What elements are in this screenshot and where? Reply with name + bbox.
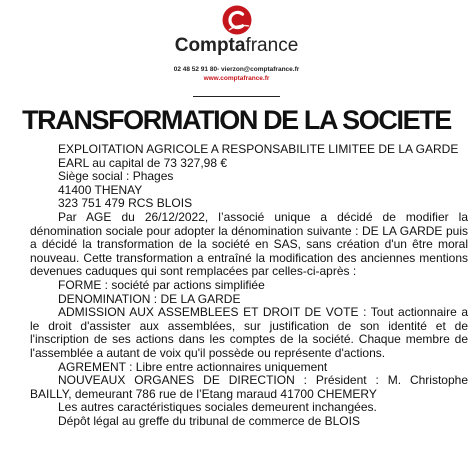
- company-capital: EARL au capital de 73 327,98 €: [58, 155, 228, 170]
- denomination-line: DENOMINATION : DE LA GARDE: [58, 291, 241, 306]
- admission-paragraph: ADMISSION AUX ASSEMBLEES ET DROIT DE VOTE : Tout actionnaire a le droit d'assister aux assemblées, sur justification de son identité et de l'inscription de ses actions dans les comptes de la société. Chaque membre de l'assemblée a autant de voix qu'il possède ou représente d'actions.: [30, 305, 468, 360]
- depot-legal-line: Dépôt légal au greffe du tribunal de commerce de BLOIS: [58, 413, 360, 428]
- organes-paragraph: NOUVEAUX ORGANES DE DIRECTION : Président : M. Christophe BAILLY, demeurant 786 rue de l’Etang maraud 41700 CHEMERY: [30, 373, 468, 401]
- company-name: EXPLOITATION AGRICOLE A RESPONSABILITE LIMITEE DE LA GARDE: [58, 142, 459, 156]
- brand-name-bold: Compta: [174, 35, 246, 56]
- autres-caracteristiques-line: Les autres caractéristiques sociales demeurent inchangées.: [58, 400, 377, 415]
- compta-c-logo-icon: [222, 5, 252, 35]
- rcs-number: 323 751 479 RCS BLOIS: [58, 196, 193, 211]
- brand-name: [0, 35, 473, 57]
- header-divider: [193, 96, 280, 97]
- brand-name-light: france: [245, 35, 299, 56]
- registered-office: Siège social : Phages: [58, 169, 174, 184]
- agrement-line: AGREMENT : Libre entre actionnaires uniquement: [58, 359, 328, 374]
- notice-body: [30, 143, 468, 428]
- age-paragraph: Par AGE du 26/12/2022, l’associé unique a décidé de modifier la dénomination sociale pour adopter la dénomination suivante : DE LA GARDE puis a décidé la transformation de la société en SAS, sans création d'un être moral nouveau. Cette transformation a entraîné la modification des anciennes mentions devenues caduques qui sont remplacées par celles-ci-après :: [30, 209, 468, 279]
- website-line: www.comptafrance.fr: [203, 75, 270, 82]
- postal-code-city: 41400 THENAY: [58, 182, 143, 197]
- notice-title: TRANSFORMATION DE LA SOCIETE: [22, 105, 451, 135]
- contact-line: 02 48 52 91 80- vierzon@comptafrance.fr: [173, 66, 300, 73]
- forme-line: FORME : société par actions simplifiée: [58, 277, 265, 292]
